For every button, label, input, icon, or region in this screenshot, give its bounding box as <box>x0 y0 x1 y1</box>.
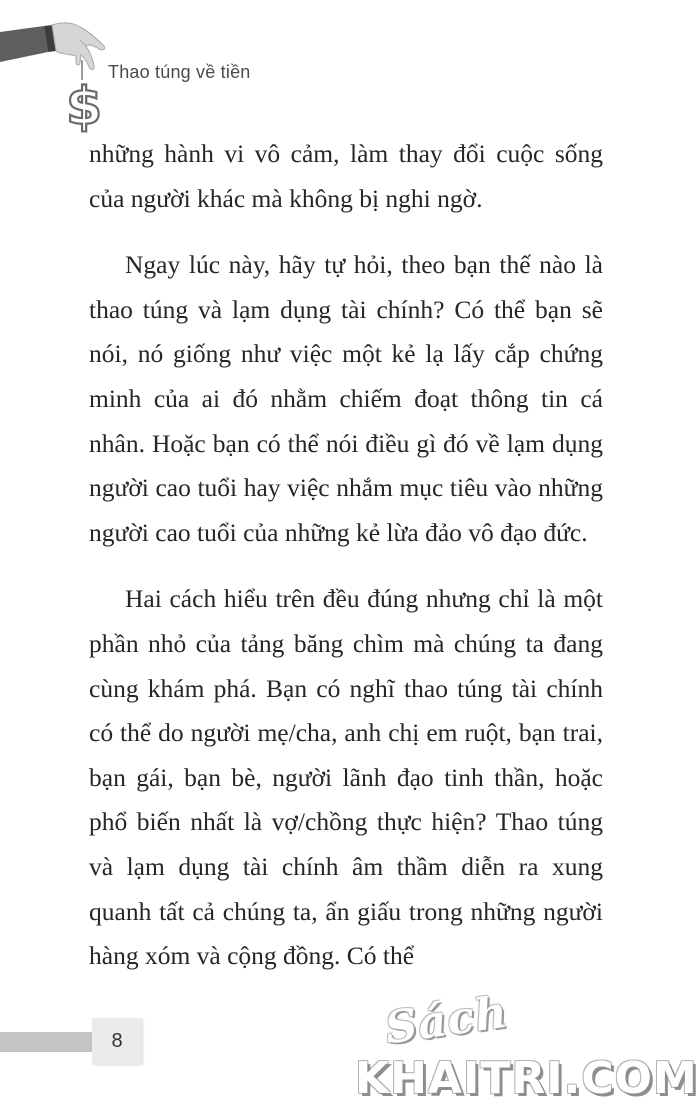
paragraph-continuation: những hành vi vô cảm, làm thay đổi cuộc sống của người khác mà không bị nghi ngờ. <box>89 139 603 213</box>
watermark-script: Sách <box>382 986 512 1055</box>
paragraph: Hai cách hiểu trên đều đúng nhưng chỉ là một phần nhỏ của tảng băng chìm mà chúng ta đang cùng khám phá. Bạn có nghĩ thao túng tài chính có thể do người mẹ/cha, anh chị em ruột, bạn trai, bạn gái, bạn bè, người lãnh đạo tinh thần, hoặc phổ biến nhất là vợ/chồng thực hiện? Thao túng và lạm dụng tài chính âm thầm diễn ra xung quanh tất cả chúng ta, ẩn giấu trong những người hàng xóm và cộng đồng. Có thể <box>89 584 603 971</box>
page-number: 8 <box>111 1029 123 1052</box>
watermark-main: KHAITRI.COM <box>355 1053 698 1104</box>
paragraph: Ngay lúc này, hãy tự hỏi, theo bạn thế nào là thao túng và lạm dụng tài chính? Có thể bạn sẽ nói, nó giống như việc một kẻ lạ lấy cắp chứng minh của ai đó nhằm chiếm đoạt thông tin cá nhân. Hoặc bạn có thể nói điều gì đó về lạm dụng người cao tuổi hay việc nhắm mục tiêu vào những người cao tuổi của những kẻ lừa đảo vô đạo đức. <box>89 250 603 547</box>
footer-bar <box>0 1032 92 1052</box>
svg-text:$: $ <box>66 77 103 137</box>
running-title: Thao túng về tiền <box>108 62 251 82</box>
page-body <box>89 132 603 979</box>
page-number-box <box>92 1018 142 1064</box>
watermark-logo <box>355 986 700 1120</box>
